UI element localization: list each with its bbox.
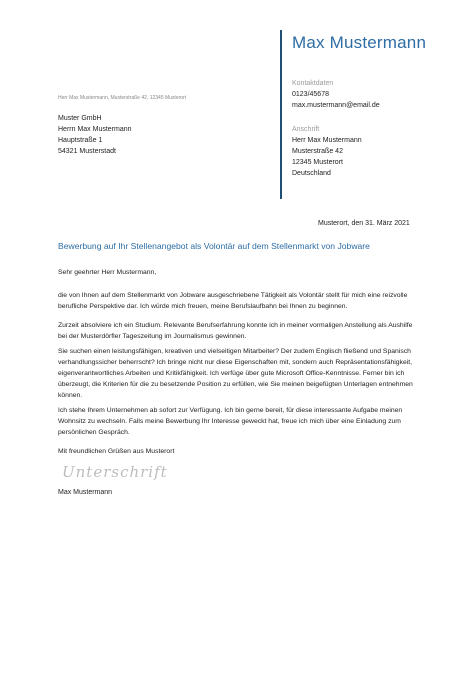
address-line: Herr Max Mustermann (292, 137, 362, 144)
handwritten-signature: Unterschrift (62, 463, 168, 481)
contact-label: Kontaktdaten (292, 80, 334, 87)
address-line: Musterstraße 42 (292, 148, 343, 155)
address-label: Anschrift (292, 126, 320, 133)
applicant-name: Max Mustermann (292, 33, 427, 52)
closing-phrase: Mit freundlichen Grüßen aus Musterort (58, 448, 175, 455)
contact-phone: 0123/45678 (292, 91, 329, 98)
recipient-line: 54321 Musterstadt (58, 148, 116, 155)
header-accent-line (280, 30, 282, 199)
body-paragraph: Ich stehe Ihrem Unternehmen ab sofort zur Verfügung. Ich bin gerne bereit, für diese interessante Aufgabe meinen Wohnsitz zu wechseln. Falls meine Bewerbung Ihr Interesse geweckt hat, freue ich mich über eine Einladung zum persönlichen Gespräch. (58, 407, 403, 436)
letter-date: Musterort, den 31. März 2021 (318, 220, 410, 227)
signer-name: Max Mustermann (58, 489, 113, 496)
contact-email: max.mustermann@email.de (292, 102, 380, 109)
body-paragraph: die von Ihnen auf dem Stellenmarkt von Jobware ausgeschriebene Tätigkeit als Volontär stellt für mich eine reizvolle berufliche Perspektive dar. Ich würde mich freuen, meine Berufslaufbahn bei Ihnen zu beginnen. (58, 292, 408, 310)
body-paragraph: Zurzeit absolviere ich ein Studium. Relevante Berufserfahrung konnte ich in meiner vormaligen Anstellung als Aushilfe bei der Musterdörfler Tageszeitung im Journalismus gewinnen. (58, 322, 413, 340)
recipient-line: Muster GmbH (58, 115, 102, 122)
address-line: Deutschland (292, 170, 331, 177)
address-block (292, 135, 362, 179)
letter-subject: Bewerbung auf Ihr Stellenangebot als Volontär auf dem Stellenmarkt von Jobware (58, 241, 370, 251)
recipient-line: Herrn Max Mustermann (58, 126, 132, 133)
sender-return-line: Herr Max Mustermann, Musterstraße 42, 12345 Musterort (58, 95, 187, 101)
address-line: 12345 Musterort (292, 159, 343, 166)
recipient-block (58, 113, 132, 157)
salutation: Sehr geehrter Herr Mustermann, (58, 269, 157, 276)
recipient-line: Hauptstraße 1 (58, 137, 103, 144)
body-paragraph: Sie suchen einen leistungsfähigen, kreativen und vielseitigen Mitarbeiter? Der zudem Englisch fließend und Spanisch verhandlungssicher beherrscht? Ich bringe nicht nur diese Eigenschaften mit, sondern auch Repräsentationsfähigkeit, eigenverantwortliches Arbeiten und Kritikfähigkeit. Ich verfüge über gute Microsoft Office-Kenntnisse. Ferner bin ich überzeugt, die Kriterien für die zu besetzende Position zu erfüllen, wie Sie meinen beigefügten Unterlagen entnehmen können. (58, 348, 413, 399)
